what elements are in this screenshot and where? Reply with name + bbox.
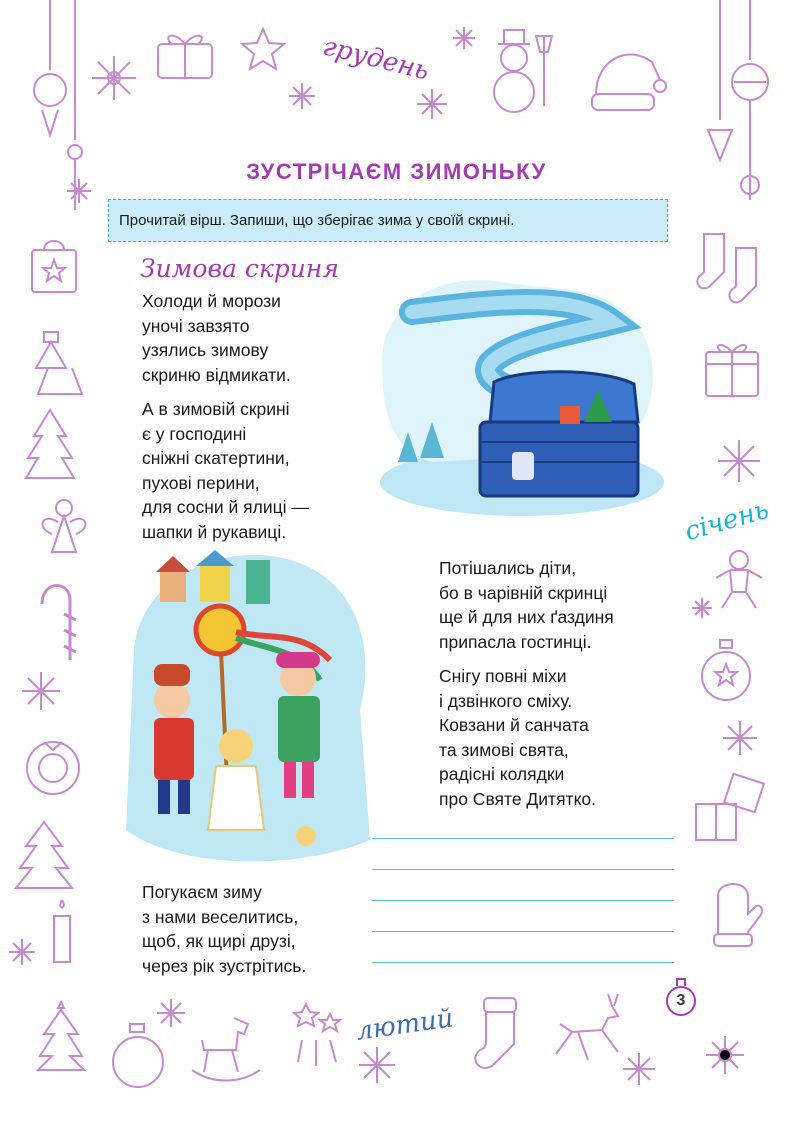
poem-line: про Святе Дитятко.: [439, 788, 597, 809]
poem-line: уночі завзято: [142, 315, 250, 336]
snowman-icon: [474, 26, 564, 116]
month-label-february: лютий: [354, 1003, 456, 1047]
snowflake-icon: [620, 1050, 658, 1088]
poem-line: з нами веселитись,: [142, 906, 299, 927]
poem-line: скриню відмикати.: [142, 364, 291, 385]
rocking-horse-icon: [188, 1010, 264, 1090]
poem-line: бо в чарівній скринці: [439, 582, 608, 603]
stocking-icon: [464, 994, 534, 1074]
page-title: ЗУСТРІЧАЄМ ЗИМОНЬКУ: [246, 159, 547, 184]
writing-line[interactable]: [372, 962, 674, 963]
christmas-tree-icon: [22, 406, 78, 486]
poem-line: Погукаєм зиму: [142, 882, 262, 902]
mitten-icon: [704, 874, 764, 950]
star-icon: [290, 1000, 344, 1070]
poem-line: і дзвінкого сміху.: [439, 690, 573, 711]
wreath-icon: [18, 730, 88, 800]
candle-icon: [40, 896, 84, 966]
poem-line: А в зимовій скрині: [142, 399, 290, 419]
angel-icon: [32, 494, 96, 558]
poem-line: щоб, як щирі друзі,: [142, 931, 296, 951]
poem-stanza: [142, 880, 306, 978]
poem-line: Снігу повні міхи: [439, 666, 567, 686]
task-instruction-text: Прочитай вірш. Запиши, що зберігає зима у своїй скрині.: [119, 212, 515, 229]
snowflake-icon: [690, 596, 714, 620]
gingerbread-man-icon: [712, 548, 766, 612]
poem-line: Потішались діти,: [439, 558, 577, 578]
snowflake-icon: [714, 436, 764, 486]
page-number: 3: [666, 986, 696, 1016]
snowflake-icon: [6, 936, 38, 968]
ornament-ball-icon: [696, 636, 756, 706]
snowflake-icon: [286, 80, 318, 112]
snowflake-icon: [720, 718, 760, 758]
poem-line: є у господині: [142, 423, 247, 444]
winter-chest-illustration: [372, 272, 664, 518]
winter-hat-icon: [588, 40, 668, 116]
poem-line: та зимові свята,: [439, 739, 569, 760]
christmas-tree-icon: [34, 1000, 88, 1076]
month-label-january: січень: [681, 494, 773, 548]
month-label-december: грудень: [319, 31, 433, 87]
writing-line[interactable]: [372, 869, 674, 870]
carolers-illustration: [120, 540, 375, 870]
candy-cane-icon: [28, 574, 78, 664]
christmas-tree-icon: [12, 818, 76, 894]
snowflake-icon: [414, 86, 450, 122]
poem-stanza: [142, 289, 291, 387]
poem-stanza: [439, 556, 614, 654]
stockings-icon: [690, 228, 774, 312]
poem-line: ще й для них ґаздиня: [439, 607, 614, 627]
snowflake-icon: [88, 52, 140, 104]
task-instruction-box: [108, 199, 668, 242]
snowflake-icon: [702, 1032, 748, 1078]
writing-line[interactable]: [372, 838, 674, 839]
ornament-icon: [28, 328, 92, 398]
snowflake-icon: [356, 1044, 398, 1086]
gift-box-icon: [154, 26, 216, 82]
snowflake-icon: [18, 668, 64, 714]
poem-stanza: [439, 664, 596, 811]
poem-line: для сосни й ялиці —: [142, 497, 309, 517]
writing-line[interactable]: [372, 900, 674, 901]
snowflake-icon: [154, 996, 188, 1030]
poem-line: узялись зимову: [142, 340, 269, 360]
poem-line: радісні колядки: [439, 764, 565, 784]
poem-line: Ковзани й санчата: [439, 715, 589, 735]
ornament-ball-icon: [108, 1020, 168, 1092]
poem-line: пухові перини,: [142, 472, 260, 493]
ornament-cap-icon: [676, 978, 686, 986]
star-icon: [240, 26, 286, 72]
shopping-bag-icon: [26, 236, 82, 296]
poem-title: Зимова скриня: [140, 254, 339, 283]
poem-line: шапки й рукавиці.: [142, 521, 287, 542]
gift-box-icon: [690, 764, 766, 844]
poem-line: припасла гостинці.: [439, 631, 592, 652]
poem-line: Холоди й морози: [142, 291, 281, 311]
poem-line: сніжні скатертини,: [142, 448, 290, 468]
gift-box-icon: [702, 334, 762, 400]
writing-line[interactable]: [372, 931, 674, 932]
poem-line: через рік зустрітись.: [142, 955, 307, 976]
poem-stanza: [142, 397, 309, 544]
